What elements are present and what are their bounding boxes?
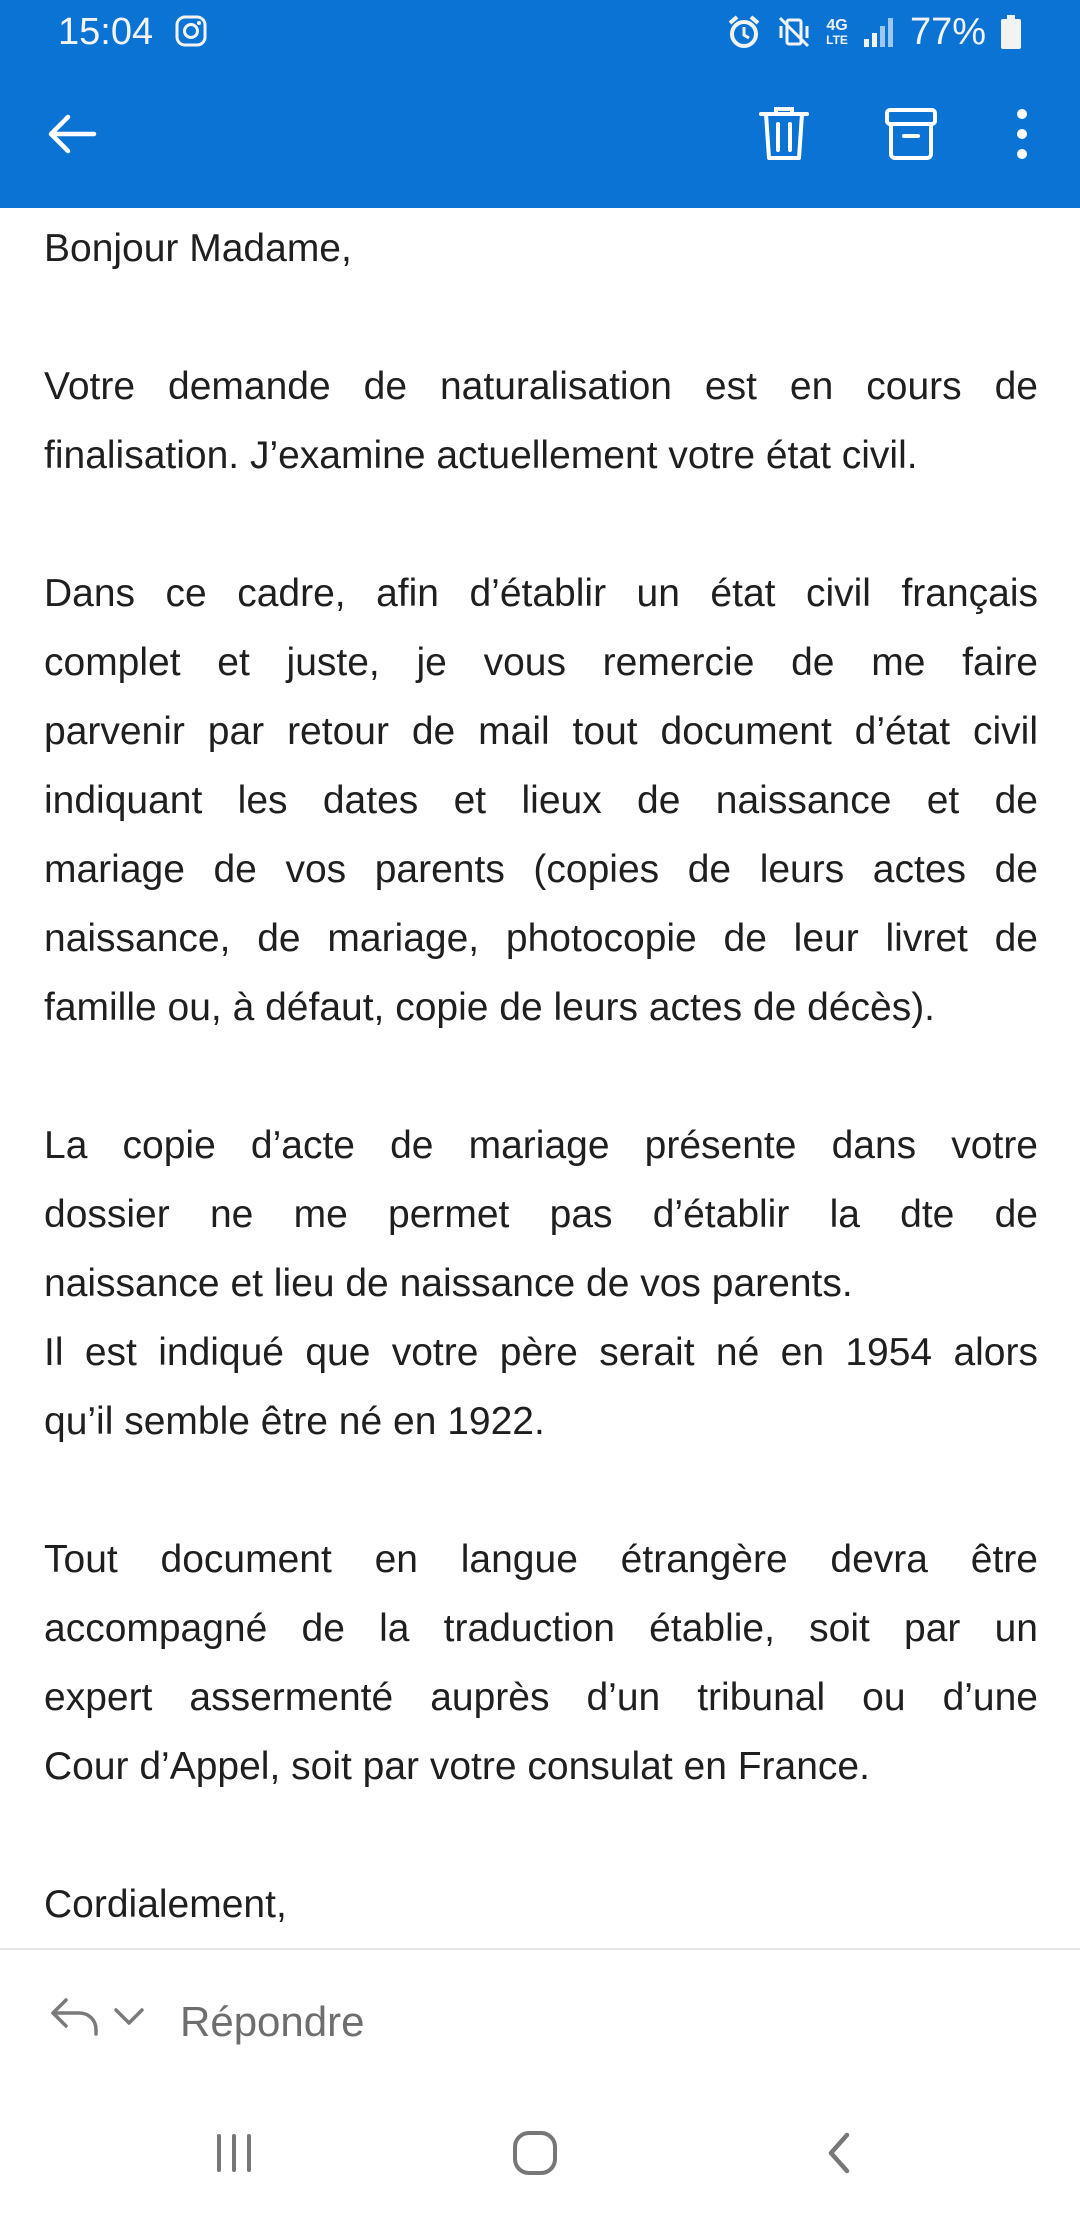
vibrate-mute-icon <box>776 14 812 50</box>
text-line: La copie d’acte de mariage présente dans votre <box>44 1124 1038 1167</box>
delete-button[interactable] <box>746 98 822 174</box>
system-nav-bar <box>0 2090 1080 2220</box>
more-vertical-icon <box>1012 108 1032 165</box>
text-line: Tout document en langue étrangère devra être <box>44 1538 1038 1581</box>
back-button[interactable] <box>34 98 110 174</box>
mail-toolbar <box>0 64 1080 208</box>
text-line: Cordialement, <box>44 1883 287 1926</box>
archive-icon <box>884 106 938 167</box>
paragraph-3 <box>44 1111 1038 1456</box>
archive-button[interactable] <box>873 98 949 174</box>
reply-options-button[interactable] <box>48 1994 146 2043</box>
battery-percent: 77% <box>909 11 986 53</box>
recent-apps-icon <box>212 2133 256 2178</box>
instagram-icon <box>174 14 208 53</box>
status-time: 15:04 <box>58 11 154 53</box>
text-line: accompagné de la traduction établie, soit par un <box>44 1607 1038 1650</box>
text-line: naissance, de mariage, photocopie de leur livret de <box>44 917 1038 960</box>
system-back-button[interactable] <box>794 2120 884 2190</box>
back-icon <box>823 2129 855 2182</box>
paragraph-4 <box>44 1525 1038 1801</box>
text-line: finalisation. J’examine actuellement votre état civil. <box>44 434 918 477</box>
home-button[interactable] <box>490 2120 580 2190</box>
battery-icon <box>1000 14 1022 50</box>
text-line: Dans ce cadre, afin d’établir un état civil français <box>44 572 1038 615</box>
closing <box>44 1870 1038 1939</box>
text-line: Cour d’Appel, soit par votre consulat en France. <box>44 1745 870 1788</box>
text-line: Bonjour Madame, <box>44 227 352 270</box>
status-bar <box>0 0 1080 64</box>
network-label: 4G <box>826 17 848 34</box>
recent-apps-button[interactable] <box>189 2120 279 2190</box>
trash-icon <box>758 104 810 169</box>
status-icons <box>726 10 1022 54</box>
text-line: naissance et lieu de naissance de vos parents. <box>44 1262 853 1305</box>
text-line: qu’il semble être né en 1922. <box>44 1400 545 1443</box>
alarm-icon <box>726 14 762 50</box>
chevron-down-icon <box>112 2004 146 2033</box>
reply-bar <box>0 1950 1080 2090</box>
email-text <box>44 214 1038 1948</box>
text-line: famille ou, à défaut, copie de leurs actes de décès). <box>44 986 936 1029</box>
text-line: Votre demande de naturalisation est en cours de <box>44 365 1038 408</box>
lte-label: LTE <box>826 33 848 47</box>
home-icon <box>511 2129 559 2182</box>
more-options-button[interactable] <box>984 98 1060 174</box>
reply-icon <box>48 1994 102 2043</box>
text-line: Il est indiqué que votre père serait né en 1954 alors <box>44 1331 1038 1374</box>
text-line: dossier ne me permet pas d’établir la dte de <box>44 1193 1038 1236</box>
reply-button[interactable]: Répondre <box>180 1998 365 2045</box>
greeting <box>44 214 1038 283</box>
signal-icon <box>862 15 896 49</box>
paragraph-1 <box>44 352 1038 490</box>
text-line: complet et juste, je vous remercie de me faire <box>44 641 1038 684</box>
paragraph-2 <box>44 559 1038 1042</box>
text-line: parvenir par retour de mail tout document d’état civil <box>44 710 1038 753</box>
4g-lte-icon <box>826 18 848 46</box>
text-line: indiquant les dates et lieux de naissance et de <box>44 779 1038 822</box>
text-line: mariage de vos parents (copies de leurs actes de <box>44 848 1038 891</box>
arrow-left-icon <box>44 106 100 167</box>
email-body <box>0 208 1080 1948</box>
text-line: expert assermenté auprès d’un tribunal ou d’une <box>44 1676 1038 1719</box>
